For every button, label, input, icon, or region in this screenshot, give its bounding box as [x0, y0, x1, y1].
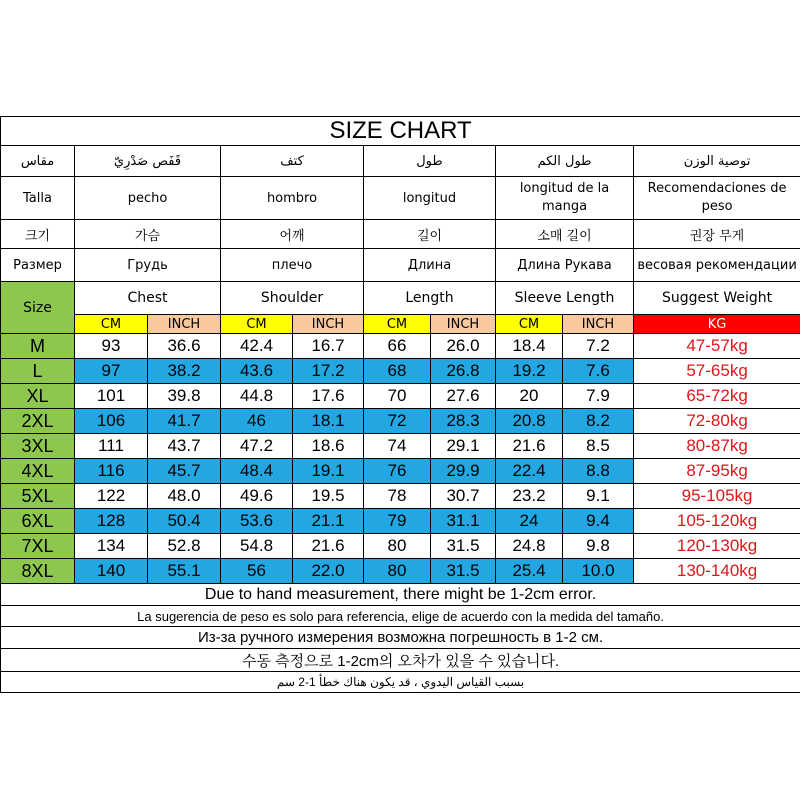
length-cm-value: 66	[364, 334, 431, 359]
length-cm-value: 70	[364, 384, 431, 409]
unit-chest-cm: CM	[75, 315, 148, 334]
header-chest-es: pecho	[75, 177, 221, 220]
note-russian: Из-за ручного измерения возможна погрешность в 1-2 см.	[1, 627, 800, 649]
sleeve-cm-value: 21.6	[496, 434, 563, 459]
table-row-6xl	[1, 509, 800, 534]
sleeve-inch-value: 9.8	[563, 534, 634, 559]
table-row-4xl	[1, 459, 800, 484]
chest-cm-value: 111	[75, 434, 148, 459]
header-length-es: longitud	[364, 177, 496, 220]
size-label: XL	[1, 384, 75, 409]
header-chest-ko: 가슴	[75, 220, 221, 249]
unit-sleeve-inch: INCH	[563, 315, 634, 334]
length-inch-value: 29.9	[431, 459, 496, 484]
length-inch-value: 31.5	[431, 534, 496, 559]
table-row-3xl	[1, 434, 800, 459]
chest-cm-value: 97	[75, 359, 148, 384]
header-length-ko: 길이	[364, 220, 496, 249]
shoulder-cm-value: 53.6	[221, 509, 293, 534]
length-inch-value: 28.3	[431, 409, 496, 434]
size-label: 4XL	[1, 459, 75, 484]
weight-value: 105-120kg	[634, 509, 800, 534]
shoulder-inch-value: 21.6	[293, 534, 364, 559]
shoulder-inch-value: 17.6	[293, 384, 364, 409]
header-weight-ko: 권장 무게	[634, 220, 800, 249]
header-length-ar: طول	[364, 146, 496, 177]
shoulder-cm-value: 43.6	[221, 359, 293, 384]
sleeve-inch-value: 8.2	[563, 409, 634, 434]
shoulder-inch-value: 17.2	[293, 359, 364, 384]
header-length-en: Length	[364, 282, 496, 315]
shoulder-cm-value: 56	[221, 559, 293, 584]
chest-cm-value: 134	[75, 534, 148, 559]
chest-cm-value: 128	[75, 509, 148, 534]
shoulder-inch-value: 19.1	[293, 459, 364, 484]
table-row-8xl	[1, 559, 800, 584]
length-inch-value: 26.8	[431, 359, 496, 384]
header-weight-ru: весовая рекомендации	[634, 249, 800, 282]
weight-value: 72-80kg	[634, 409, 800, 434]
shoulder-inch-value: 18.1	[293, 409, 364, 434]
size-chart-table	[0, 116, 800, 693]
chest-inch-value: 36.6	[148, 334, 221, 359]
length-inch-value: 31.5	[431, 559, 496, 584]
shoulder-cm-value: 49.6	[221, 484, 293, 509]
length-cm-value: 80	[364, 559, 431, 584]
header-sleeve-en: Sleeve Length	[496, 282, 634, 315]
unit-length-cm: CM	[364, 315, 431, 334]
chest-inch-value: 38.2	[148, 359, 221, 384]
header-row-korean	[1, 220, 800, 249]
table-row-m	[1, 334, 800, 359]
header-chest-en: Chest	[75, 282, 221, 315]
sleeve-inch-value: 7.9	[563, 384, 634, 409]
header-sleeve-ru: Длина Рукава	[496, 249, 634, 282]
size-label: 8XL	[1, 559, 75, 584]
unit-shoulder-cm: CM	[221, 315, 293, 334]
shoulder-cm-value: 54.8	[221, 534, 293, 559]
weight-value: 130-140kg	[634, 559, 800, 584]
table-row-7xl	[1, 534, 800, 559]
length-cm-value: 78	[364, 484, 431, 509]
weight-value: 95-105kg	[634, 484, 800, 509]
unit-length-inch: INCH	[431, 315, 496, 334]
length-cm-value: 80	[364, 534, 431, 559]
chest-inch-value: 39.8	[148, 384, 221, 409]
chest-inch-value: 50.4	[148, 509, 221, 534]
sleeve-inch-value: 8.8	[563, 459, 634, 484]
chest-inch-value: 52.8	[148, 534, 221, 559]
weight-value: 80-87kg	[634, 434, 800, 459]
header-weight-en: Suggest Weight	[634, 282, 800, 315]
length-inch-value: 30.7	[431, 484, 496, 509]
header-shoulder-ko: 어깨	[221, 220, 364, 249]
sleeve-cm-value: 20	[496, 384, 563, 409]
length-inch-value: 31.1	[431, 509, 496, 534]
size-label: 5XL	[1, 484, 75, 509]
header-size-ko: 크기	[1, 220, 75, 249]
sleeve-inch-value: 7.2	[563, 334, 634, 359]
header-shoulder-ar: كتف	[221, 146, 364, 177]
size-label: 6XL	[1, 509, 75, 534]
table-row-5xl	[1, 484, 800, 509]
size-label: 2XL	[1, 409, 75, 434]
header-chest-ru: Грудь	[75, 249, 221, 282]
header-shoulder-en: Shoulder	[221, 282, 364, 315]
chest-inch-value: 48.0	[148, 484, 221, 509]
chest-inch-value: 55.1	[148, 559, 221, 584]
header-weight-ar: توصية الوزن	[634, 146, 800, 177]
shoulder-cm-value: 42.4	[221, 334, 293, 359]
unit-shoulder-inch: INCH	[293, 315, 364, 334]
unit-row	[1, 315, 800, 334]
sleeve-inch-value: 10.0	[563, 559, 634, 584]
chest-inch-value: 45.7	[148, 459, 221, 484]
length-cm-value: 68	[364, 359, 431, 384]
header-size-en: Size	[1, 282, 75, 334]
size-label: M	[1, 334, 75, 359]
sleeve-cm-value: 22.4	[496, 459, 563, 484]
note-spanish: La sugerencia de peso es solo para referencia, elige de acuerdo con la medida del tamaño.	[1, 606, 800, 627]
header-row-spanish	[1, 177, 800, 220]
unit-sleeve-cm: CM	[496, 315, 563, 334]
shoulder-inch-value: 22.0	[293, 559, 364, 584]
shoulder-inch-value: 18.6	[293, 434, 364, 459]
header-row-russian	[1, 249, 800, 282]
shoulder-cm-value: 46	[221, 409, 293, 434]
weight-value: 47-57kg	[634, 334, 800, 359]
chest-inch-value: 41.7	[148, 409, 221, 434]
chest-cm-value: 101	[75, 384, 148, 409]
shoulder-inch-value: 16.7	[293, 334, 364, 359]
shoulder-cm-value: 44.8	[221, 384, 293, 409]
length-cm-value: 72	[364, 409, 431, 434]
length-cm-value: 74	[364, 434, 431, 459]
unit-chest-inch: INCH	[148, 315, 221, 334]
shoulder-inch-value: 19.5	[293, 484, 364, 509]
table-row-2xl	[1, 409, 800, 434]
chest-cm-value: 122	[75, 484, 148, 509]
header-size-ru: Размер	[1, 249, 75, 282]
header-sleeve-es: longitud de la manga	[496, 177, 634, 220]
size-chart	[0, 116, 800, 693]
sleeve-inch-value: 9.4	[563, 509, 634, 534]
chest-inch-value: 43.7	[148, 434, 221, 459]
size-label: 3XL	[1, 434, 75, 459]
header-size-es: Talla	[1, 177, 75, 220]
sleeve-inch-value: 9.1	[563, 484, 634, 509]
note-arabic: بسبب القياس اليدوي ، قد يكون هناك خطأ 1-2 سم	[1, 672, 800, 693]
sleeve-cm-value: 25.4	[496, 559, 563, 584]
sleeve-cm-value: 18.4	[496, 334, 563, 359]
chest-cm-value: 106	[75, 409, 148, 434]
length-inch-value: 27.6	[431, 384, 496, 409]
header-row-arabic	[1, 146, 800, 177]
header-chest-ar: قَفَص صَدْرِيّ	[75, 146, 221, 177]
weight-value: 57-65kg	[634, 359, 800, 384]
sleeve-cm-value: 23.2	[496, 484, 563, 509]
sleeve-inch-value: 7.6	[563, 359, 634, 384]
chest-cm-value: 140	[75, 559, 148, 584]
header-row-english	[1, 282, 800, 315]
header-shoulder-es: hombro	[221, 177, 364, 220]
sleeve-cm-value: 24	[496, 509, 563, 534]
shoulder-inch-value: 21.1	[293, 509, 364, 534]
sleeve-cm-value: 19.2	[496, 359, 563, 384]
table-row-l	[1, 359, 800, 384]
header-weight-es: Recomendaciones de peso	[634, 177, 800, 220]
size-label: 7XL	[1, 534, 75, 559]
table-row-xl	[1, 384, 800, 409]
shoulder-cm-value: 47.2	[221, 434, 293, 459]
header-sleeve-ko: 소매 길이	[496, 220, 634, 249]
chest-cm-value: 93	[75, 334, 148, 359]
length-cm-value: 79	[364, 509, 431, 534]
weight-value: 65-72kg	[634, 384, 800, 409]
sleeve-cm-value: 20.8	[496, 409, 563, 434]
length-cm-value: 76	[364, 459, 431, 484]
sleeve-inch-value: 8.5	[563, 434, 634, 459]
note-english: Due to hand measurement, there might be 1-2cm error.	[1, 584, 800, 606]
header-size-ar: مقاس	[1, 146, 75, 177]
chest-cm-value: 116	[75, 459, 148, 484]
unit-weight-kg: KG	[634, 315, 800, 334]
length-inch-value: 29.1	[431, 434, 496, 459]
size-label: L	[1, 359, 75, 384]
shoulder-cm-value: 48.4	[221, 459, 293, 484]
weight-value: 120-130kg	[634, 534, 800, 559]
header-length-ru: Длина	[364, 249, 496, 282]
header-sleeve-ar: طول الكم	[496, 146, 634, 177]
weight-value: 87-95kg	[634, 459, 800, 484]
length-inch-value: 26.0	[431, 334, 496, 359]
chart-title: SIZE CHART	[1, 117, 800, 146]
note-korean: 수동 측정으로 1-2cm의 오차가 있을 수 있습니다.	[1, 649, 800, 672]
sleeve-cm-value: 24.8	[496, 534, 563, 559]
header-shoulder-ru: плечо	[221, 249, 364, 282]
